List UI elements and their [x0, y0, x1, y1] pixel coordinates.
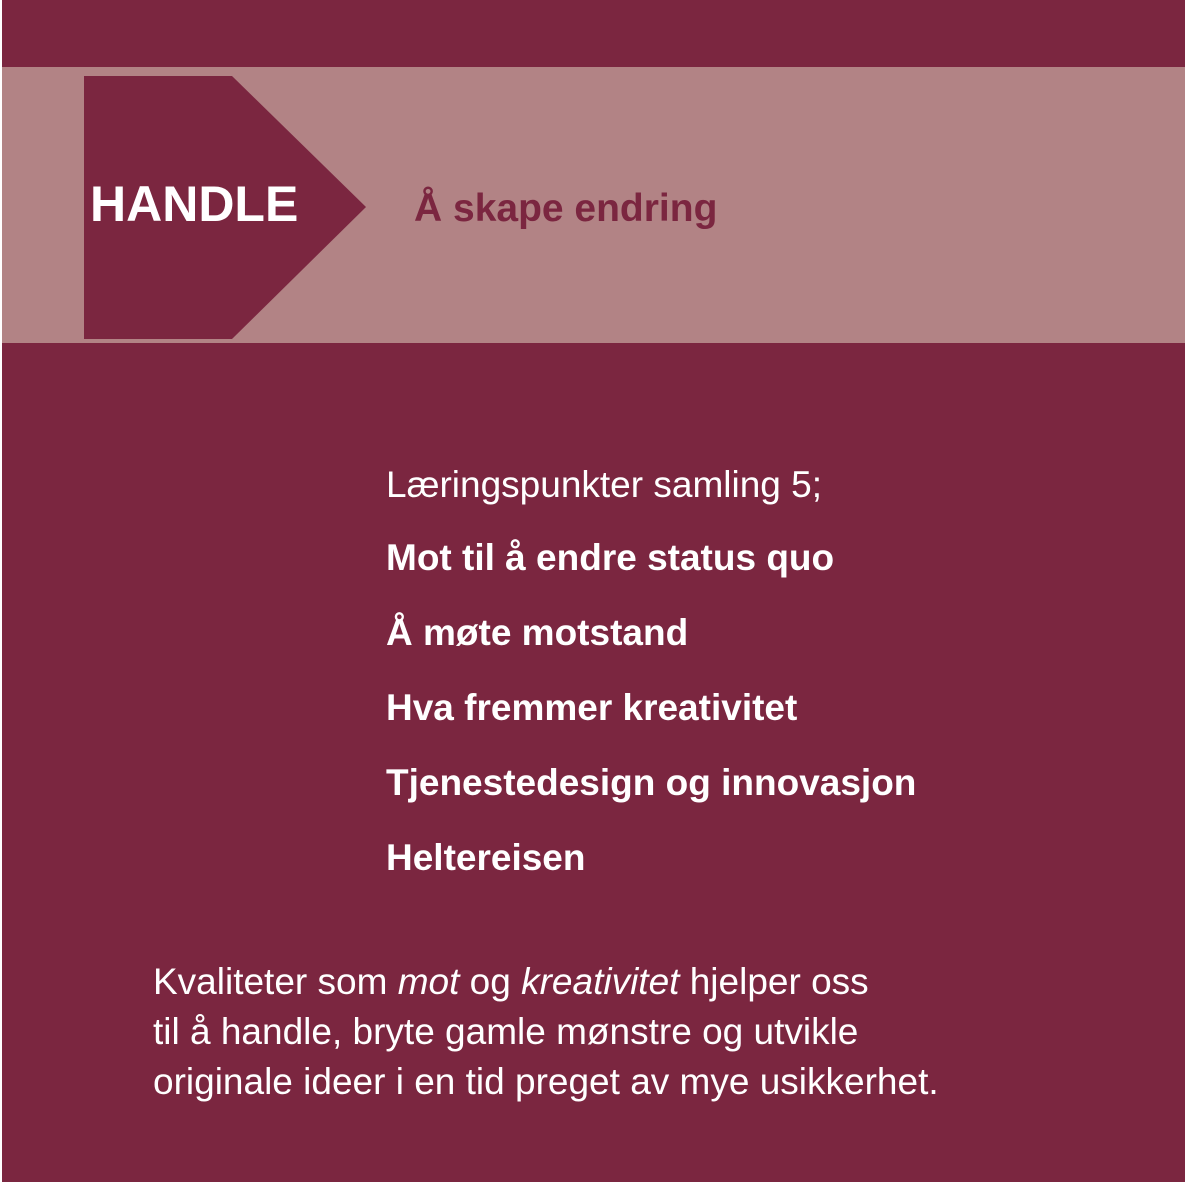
learning-point: Hva fremmer kreativitet [386, 687, 798, 728]
learning-point: Å møte motstand [386, 612, 689, 653]
paragraph-emphasis: mot [397, 961, 460, 1002]
paragraph-text: Kvaliteter som [153, 961, 398, 1002]
summary-paragraph [153, 957, 1113, 1107]
paragraph-line-3: originale ideer i en tid preget av mye usikkerhet. [153, 1061, 939, 1102]
learning-points-list [386, 534, 916, 909]
subtitle: Å skape endring [414, 187, 718, 230]
paragraph-text: og [459, 961, 522, 1002]
learning-point: Mot til å endre status quo [386, 537, 835, 578]
arrow-label: HANDLE [90, 176, 299, 232]
paragraph-text: hjelper oss [679, 961, 869, 1002]
learning-point: Heltereisen [386, 837, 586, 878]
paragraph-line-1 [153, 957, 1113, 1007]
learning-point: Tjenestedesign og innovasjon [386, 762, 917, 803]
paragraph-emphasis: kreativitet [521, 961, 680, 1002]
paragraph-line-2: til å handle, bryte gamle mønstre og utvikle [153, 1011, 859, 1052]
learning-points-heading: Læringspunkter samling 5; [386, 464, 822, 505]
